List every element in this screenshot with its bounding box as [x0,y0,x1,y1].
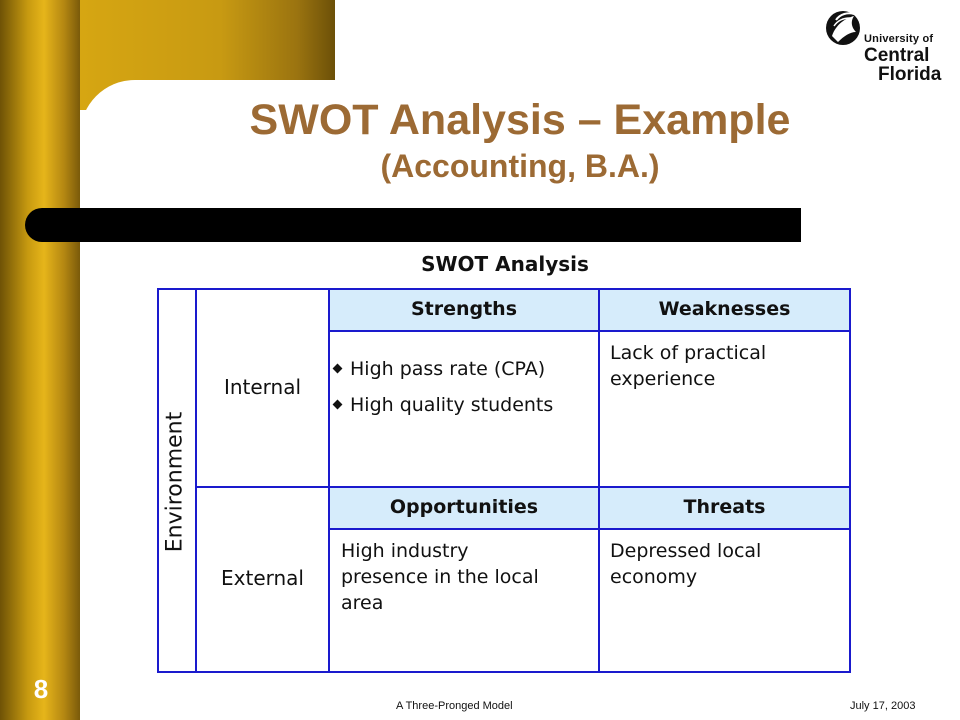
slide-title: SWOT Analysis – Example [249,96,791,144]
weaknesses-text: Lack of practical experience [610,342,767,390]
logo-central-text: Central [864,45,930,66]
list-item [332,392,572,418]
slide-number: 8 [33,674,49,704]
external-row-label: External [221,566,304,590]
ucf-logo [820,6,950,88]
pegasus-icon [824,6,862,54]
opportunities-header: Opportunities [389,496,539,518]
gold-side-bar [0,0,80,720]
logo-university-text: University of [864,33,934,45]
logo-florida-text: Florida [878,64,942,85]
strengths-header: Strengths [410,298,518,320]
internal-row-label: Internal [223,375,302,399]
environment-label: Environment [162,411,188,553]
footer-title: A Three-Pronged Model [396,700,513,712]
threats-header: Threats [683,496,766,518]
swot-heading: SWOT Analysis [421,252,589,276]
strength-item-text: High quality students [350,394,554,416]
weaknesses-header: Weaknesses [658,298,791,320]
title-divider [25,208,801,242]
slide-subtitle: (Accounting, B.A.) [380,148,660,184]
strengths-list [332,356,572,428]
threats-text: Depressed local economy [610,540,762,588]
opportunities-text: High industry presence in the local area [341,540,539,614]
footer-date: July 17, 2003 [850,700,916,712]
bullet-diamond-icon [333,400,343,410]
strength-item-text: High pass rate (CPA) [350,358,546,380]
list-item [332,356,572,382]
bullet-diamond-icon [333,364,343,374]
